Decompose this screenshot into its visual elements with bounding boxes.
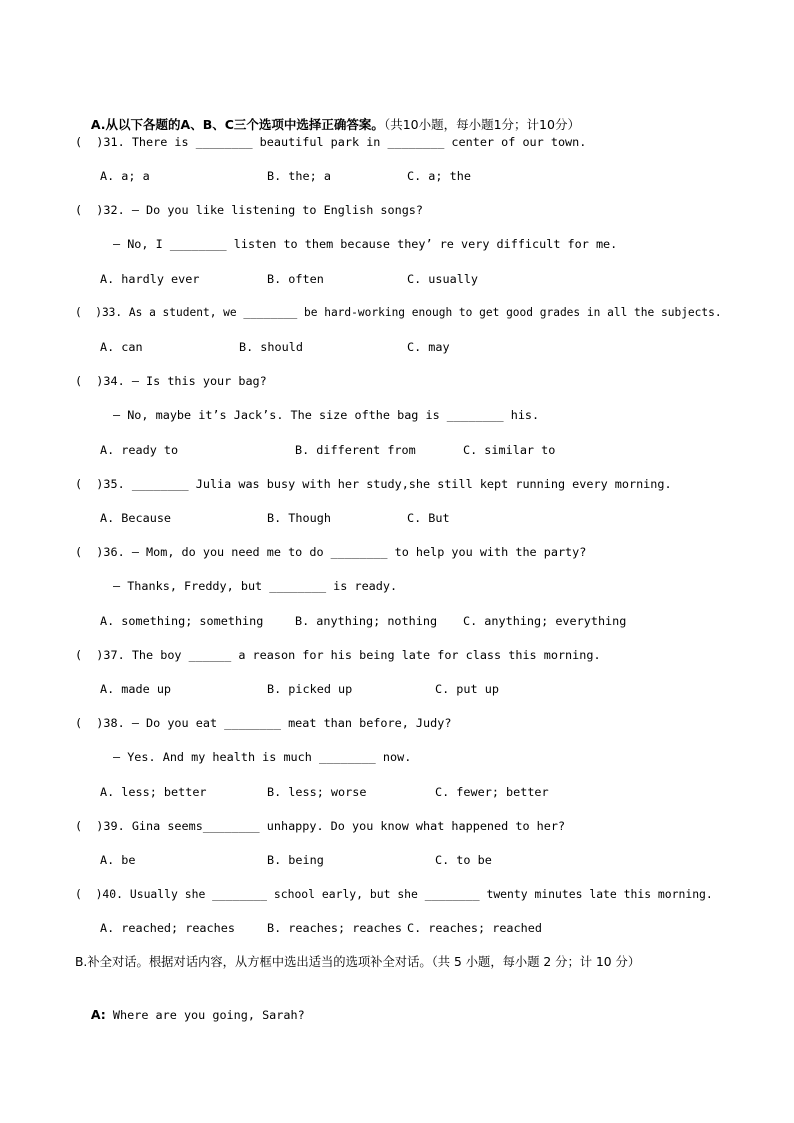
question-32-stem: ( )32. — Do you like listening to English songs?: [75, 203, 424, 217]
q31-option-a[interactable]: A. a; a: [100, 169, 150, 183]
q33-option-b[interactable]: B. should: [239, 340, 303, 354]
q38-option-a[interactable]: A. less; better: [100, 785, 207, 799]
q31-option-c[interactable]: C. a; the: [407, 169, 471, 183]
q33-option-a[interactable]: A. can: [100, 340, 143, 354]
section-b-heading: B.补全对话。根据对话内容，从方框中选出适当的选项补全对话。（共 5 小题，每小题 2 分；计 10 分）: [75, 955, 641, 969]
question-39-stem: ( )39. Gina seems________ unhappy. Do you know what happened to her?: [75, 819, 566, 833]
q32-option-a[interactable]: A. hardly ever: [100, 272, 200, 286]
question-37-stem: ( )37. The boy ______ a reason for his being late for class this morning.: [75, 648, 601, 662]
q34-option-a[interactable]: A. ready to: [100, 443, 179, 457]
q40-option-a[interactable]: A. reached; reaches: [100, 921, 235, 935]
question-33-stem: ( )33. As a student, we ________ be hard-working enough to get good grades in all the subjects.: [75, 306, 722, 319]
dialogue-text: Where are you going, Sarah?: [105, 1008, 305, 1022]
question-35-stem: ( )35. ________ Julia was busy with her study,she still kept running every morning.: [75, 477, 672, 491]
q32-option-c[interactable]: C. usually: [407, 272, 479, 286]
q34-option-c[interactable]: C. similar to: [463, 443, 556, 457]
q38-option-b[interactable]: B. less; worse: [267, 785, 367, 799]
question-40-stem: ( )40. Usually she ________ school early, but she ________ twenty minutes late this morning.: [75, 887, 713, 901]
question-38-reply: — Yes. And my health is much ________ now.: [113, 750, 412, 764]
q35-option-a[interactable]: A. Because: [100, 511, 172, 525]
q35-option-c[interactable]: C. But: [407, 511, 450, 525]
section-a-title: A.从以下各题的A、B、C三个选项中选择正确答案。: [90, 117, 384, 132]
q37-option-c[interactable]: C. put up: [435, 682, 499, 696]
q33-option-c[interactable]: C. may: [407, 340, 450, 354]
q37-option-a[interactable]: A. made up: [100, 682, 172, 696]
q36-option-a[interactable]: A. something; something: [100, 614, 264, 628]
question-34-reply: — No, maybe it’s Jack’s. The size ofthe bag is ________ his.: [113, 408, 540, 422]
q39-option-c[interactable]: C. to be: [435, 853, 492, 867]
question-38-stem: ( )38. — Do you eat ________ meat than before, Judy?: [75, 716, 452, 730]
q34-option-b[interactable]: B. different from: [295, 443, 416, 457]
dialogue-line-1: [75, 988, 305, 1042]
q40-option-b[interactable]: B. reaches; reaches: [267, 921, 402, 935]
question-31-stem: ( )31. There is ________ beautiful park in ________ center of our town.: [75, 135, 587, 149]
q38-option-c[interactable]: C. fewer; better: [435, 785, 549, 799]
question-36-stem: ( )36. — Mom, do you need me to do ________ to help you with the party?: [75, 545, 587, 559]
q36-option-c[interactable]: C. anything; everything: [463, 614, 627, 628]
q31-option-b[interactable]: B. the; a: [267, 169, 331, 183]
q39-option-b[interactable]: B. being: [267, 853, 324, 867]
section-a-note: （共10小题，每小题1分；计10分）: [383, 117, 580, 132]
question-32-reply: — No, I ________ listen to them because they’ re very difficult for me.: [113, 237, 618, 251]
q39-option-a[interactable]: A. be: [100, 853, 136, 867]
q40-option-c[interactable]: C. reaches; reached: [407, 921, 542, 935]
q36-option-b[interactable]: B. anything; nothing: [295, 614, 438, 628]
question-36-reply: — Thanks, Freddy, but ________ is ready.: [113, 579, 398, 593]
q37-option-b[interactable]: B. picked up: [267, 682, 353, 696]
question-34-stem: ( )34. — Is this your bag?: [75, 374, 267, 388]
q35-option-b[interactable]: B. Though: [267, 511, 331, 525]
dialogue-speaker: A:: [90, 1007, 106, 1022]
q32-option-b[interactable]: B. often: [267, 272, 324, 286]
